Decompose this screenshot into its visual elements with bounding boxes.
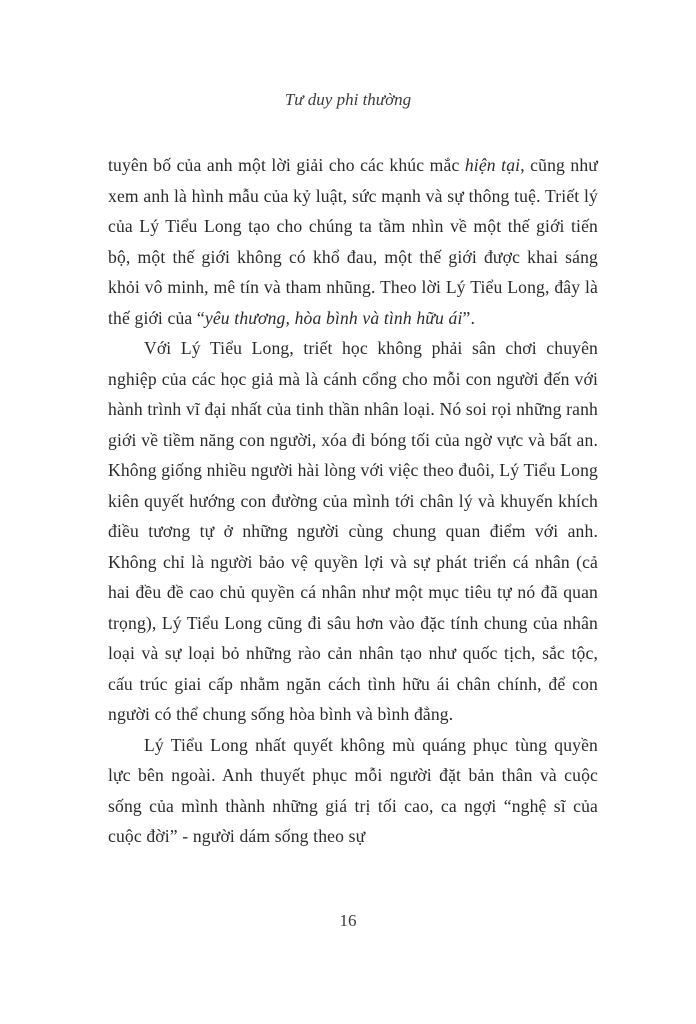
paragraph-1-emphasis-present: hiện tại — [464, 155, 521, 175]
running-header: Tư duy phi thường — [284, 90, 412, 109]
paragraph-1 — [108, 150, 598, 333]
paragraph-2: Với Lý Tiểu Long, triết học không phải sân chơi chuyên nghiệp của các học giả mà là cánh cổng cho mỗi con người đến với hành trình vĩ đại nhất của tinh thần nhân loại. Nó soi rọi những ranh giới về tiềm năng con người, xóa đi bóng tối của ngờ vực và bất an. Không giống nhiều người hài lòng với việc theo đuôi, Lý Tiểu Long kiên quyết hướng con đường của mình tới chân lý và khuyến khích điều tương tự ở những người cùng chung quan điểm với anh. Không chỉ là người bảo vệ quyền lợi và sự phát triển cá nhân (cả hai đều đề cao chủ quyền cá nhân như một mục tiêu tự nó đã quan trọng), Lý Tiểu Long cũng đi sâu hơn vào đặc tính chung của nhân loại và sự loại bỏ những rào cản nhân tạo như quốc tịch, sắc tộc, cấu trúc giai cấp nhằm ngăn cách tình hữu ái chân chính, để con người có thể chung sống hòa bình và bình đẳng. — [108, 338, 598, 724]
paragraph-1-part-c: , cũng như xem anh là hình mẫu của kỷ luật, sức mạnh và sự thông tuệ. Triết lý của Lý Tiểu Long tạo cho chúng ta tầm nhìn về một thế giới tiến bộ, một thế giới không có khổ đau, một thế giới được khai sáng khỏi vô minh, mê tín và tham nhũng. Theo lời Lý Tiểu Long, đây là thế giới của “ — [108, 155, 598, 328]
body-text — [108, 150, 598, 852]
page-number: 16 — [339, 911, 357, 930]
paragraph-1-emphasis-quote: yêu thương, hòa bình và tình hữu ái — [204, 307, 463, 328]
paragraph-3: Lý Tiểu Long nhất quyết không mù quáng phục tùng quyền lực bên ngoài. Anh thuyết phục mỗi người đặt bản thân và cuộc sống của mình thành những giá trị tối cao, ca ngợi “nghệ sĩ của cuộc đời” - người dám sống theo sự — [108, 734, 598, 846]
paragraph-1-part-a: tuyên bố của anh một lời giải cho các khúc mắc — [108, 155, 465, 175]
paragraph-1-part-e: ”. — [462, 307, 476, 328]
